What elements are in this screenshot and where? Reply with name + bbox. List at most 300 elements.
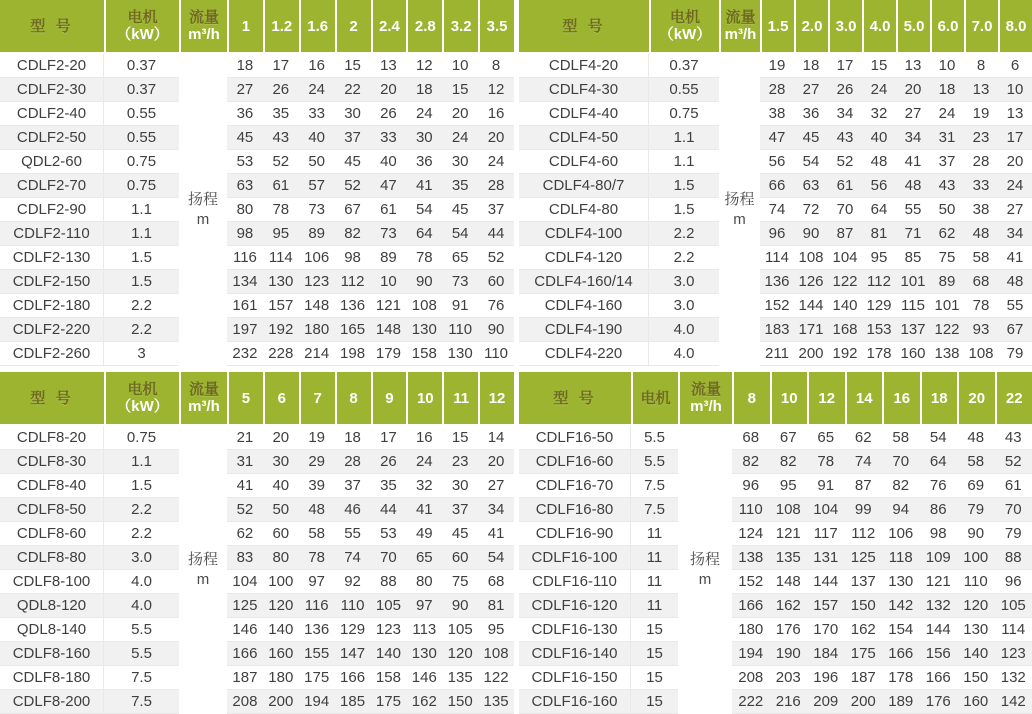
head-value-cell: 69 [957,474,995,498]
head-value-cell: 137 [896,318,930,342]
flow-unit-label: m³/h [181,398,227,415]
head-value-cell: 61 [828,174,862,198]
head-value-cell: 36 [406,150,442,174]
head-value-cell: 33 [964,174,998,198]
head-value-cell: 34 [478,498,514,522]
head-value-cell: 121 [770,522,808,546]
head-value-cell: 24 [930,102,964,126]
head-value-cell: 75 [930,246,964,270]
model-cell: QDL2-60 [0,150,104,174]
head-value-cell: 48 [998,270,1032,294]
head-value-cell: 24 [862,78,896,102]
head-value-cell: 74 [760,198,794,222]
head-value-cell: 37 [930,150,964,174]
header-row [0,0,514,54]
head-value-cell: 32 [406,474,442,498]
head-value-cell: 132 [995,666,1032,690]
power-cell: 3.0 [649,294,719,318]
col-header-flow-9: 9 [371,372,407,426]
head-value-cell: 178 [882,666,920,690]
head-value-cell: 148 [770,570,808,594]
pump-table-cdlf2 [0,0,514,366]
head-value-cell: 166 [920,666,958,690]
table-row [519,318,1032,342]
head-value-cell: 64 [920,450,958,474]
col-header-flow-14: 14 [845,372,883,426]
head-value-cell: 171 [794,318,828,342]
head-value-cell: 24 [299,78,335,102]
head-value-cell: 160 [896,342,930,366]
table-row [0,318,514,342]
power-cell: 7.5 [104,666,179,690]
head-value-cell: 35 [371,474,407,498]
motor-kw-label: （kW） [106,26,179,43]
head-value-cell: 95 [862,246,896,270]
power-cell: 2.2 [104,318,179,342]
col-header-model [0,372,104,426]
head-value-cell: 22 [335,78,371,102]
power-cell: 0.55 [104,126,179,150]
model-cell: CDLF4-160/14 [519,270,649,294]
head-value-cell: 13 [371,54,407,78]
head-value-cell: 78 [807,450,845,474]
power-cell: 0.75 [104,174,179,198]
head-value-cell: 62 [930,222,964,246]
model-cell: CDLF2-30 [0,78,104,102]
head-value-cell: 116 [299,594,335,618]
head-value-cell: 88 [995,546,1032,570]
head-value-cell: 196 [807,666,845,690]
table-row [0,642,514,666]
head-value-cell: 121 [371,294,407,318]
head-value-cell: 78 [299,546,335,570]
head-value-cell: 108 [478,642,514,666]
head-value-cell: 129 [335,618,371,642]
power-cell: 1.5 [104,246,179,270]
table-row [0,690,514,714]
head-value-cell: 135 [442,666,478,690]
head-value-cell: 48 [964,222,998,246]
model-cell: CDLF2-90 [0,198,104,222]
head-value-cell: 53 [227,150,263,174]
head-unit: m [680,570,730,590]
col-header-flow-8.0: 8.0 [998,0,1032,54]
power-cell: 11 [631,570,678,594]
head-value-cell: 126 [794,270,828,294]
head-value-cell: 46 [335,498,371,522]
head-value-cell: 78 [964,294,998,318]
head-value-cell: 79 [957,498,995,522]
motor-header-label: 电机 [651,9,719,26]
head-value-cell: 24 [442,126,478,150]
head-value-cell: 38 [964,198,998,222]
head-value-cell: 88 [371,570,407,594]
head-value-cell: 189 [882,690,920,714]
model-cell: CDLF4-120 [519,246,649,270]
head-value-cell: 12 [406,54,442,78]
col-header-flow-3.2: 3.2 [442,0,478,54]
head-value-cell: 52 [828,150,862,174]
head-value-cell: 142 [995,690,1032,714]
head-value-cell: 28 [335,450,371,474]
head-value-cell: 125 [845,546,883,570]
head-value-cell: 132 [920,594,958,618]
model-cell: CDLF2-70 [0,174,104,198]
head-unit-cell [678,426,732,714]
power-cell: 1.5 [104,270,179,294]
head-value-cell: 12 [478,78,514,102]
head-value-cell: 135 [478,690,514,714]
power-cell: 11 [631,522,678,546]
col-header-motor [104,0,179,54]
head-value-cell: 176 [770,618,808,642]
head-value-cell: 40 [862,126,896,150]
model-cell: CDLF2-180 [0,294,104,318]
head-value-cell: 18 [406,78,442,102]
head-value-cell: 60 [263,522,299,546]
head-value-cell: 130 [406,318,442,342]
head-value-cell: 123 [299,270,335,294]
head-value-cell: 52 [227,498,263,522]
head-value-cell: 166 [882,642,920,666]
power-cell: 2.2 [104,522,179,546]
table-row [0,78,514,102]
head-value-cell: 76 [920,474,958,498]
table-row [0,198,514,222]
head-label: 扬程 [721,190,758,210]
col-header-flow [179,372,227,426]
model-cell: CDLF8-40 [0,474,104,498]
power-cell: 0.75 [649,102,719,126]
table-row [0,222,514,246]
head-value-cell: 122 [828,270,862,294]
model-header-label: 型 号 [519,390,631,407]
motor-kw-label: （kW） [651,26,719,43]
head-value-cell: 154 [882,618,920,642]
model-cell: CDLF2-130 [0,246,104,270]
head-value-cell: 28 [760,78,794,102]
model-cell: CDLF4-60 [519,150,649,174]
head-value-cell: 13 [964,78,998,102]
head-value-cell: 58 [882,426,920,450]
head-value-cell: 90 [794,222,828,246]
head-value-cell: 43 [263,126,299,150]
header-row [519,372,1032,426]
head-value-cell: 17 [371,426,407,450]
head-value-cell: 122 [930,318,964,342]
head-value-cell: 79 [995,522,1032,546]
head-value-cell: 147 [335,642,371,666]
table-row [519,546,1032,570]
head-value-cell: 130 [406,642,442,666]
model-cell: CDLF16-130 [519,618,631,642]
head-value-cell: 136 [760,270,794,294]
head-value-cell: 99 [845,498,883,522]
head-value-cell: 208 [227,690,263,714]
head-value-cell: 33 [299,102,335,126]
head-value-cell: 35 [442,174,478,198]
head-value-cell: 140 [263,618,299,642]
power-cell: 3.0 [104,546,179,570]
head-value-cell: 45 [442,198,478,222]
head-unit-cell [719,54,760,366]
table-row [0,270,514,294]
head-value-cell: 17 [263,54,299,78]
head-value-cell: 95 [478,618,514,642]
head-value-cell: 104 [807,498,845,522]
motor-kw-label: （kW） [106,398,179,415]
head-value-cell: 74 [845,450,883,474]
head-value-cell: 131 [807,546,845,570]
col-header-flow-1: 1 [227,0,263,54]
head-value-cell: 98 [920,522,958,546]
head-value-cell: 56 [760,150,794,174]
head-value-cell: 176 [920,690,958,714]
head-value-cell: 44 [371,498,407,522]
col-header-flow-1.2: 1.2 [263,0,299,54]
head-value-cell: 146 [227,618,263,642]
table-row [519,618,1032,642]
model-cell: CDLF4-80/7 [519,174,649,198]
head-value-cell: 56 [862,174,896,198]
model-cell: CDLF4-40 [519,102,649,126]
head-value-cell: 108 [406,294,442,318]
head-value-cell: 97 [299,570,335,594]
flow-unit-label: m³/h [680,398,732,415]
head-value-cell: 91 [807,474,845,498]
head-value-cell: 20 [998,150,1032,174]
head-value-cell: 192 [828,342,862,366]
head-value-cell: 43 [930,174,964,198]
head-value-cell: 222 [732,690,770,714]
head-value-cell: 48 [957,426,995,450]
head-value-cell: 30 [406,126,442,150]
flow-unit-label: m³/h [181,26,227,43]
head-value-cell: 47 [371,174,407,198]
head-value-cell: 86 [920,498,958,522]
head-value-cell: 73 [442,270,478,294]
head-unit: m [181,570,225,590]
head-value-cell: 157 [263,294,299,318]
head-value-cell: 10 [998,78,1032,102]
col-header-flow-4.0: 4.0 [862,0,896,54]
col-header-flow [179,0,227,54]
head-value-cell: 136 [299,618,335,642]
head-value-cell: 166 [732,594,770,618]
head-value-cell: 50 [263,498,299,522]
table-row [519,570,1032,594]
head-value-cell: 17 [828,54,862,78]
table-row [0,618,514,642]
head-value-cell: 20 [263,426,299,450]
head-value-cell: 175 [845,642,883,666]
head-value-cell: 190 [770,642,808,666]
head-value-cell: 158 [406,342,442,366]
head-value-cell: 45 [442,522,478,546]
head-value-cell: 180 [263,666,299,690]
head-value-cell: 16 [299,54,335,78]
power-cell: 7.5 [631,474,678,498]
table-row [519,642,1032,666]
head-value-cell: 82 [770,450,808,474]
model-cell: CDLF8-100 [0,570,104,594]
head-value-cell: 123 [371,618,407,642]
flow-header-label: 流量 [181,381,227,398]
head-value-cell: 117 [807,522,845,546]
head-value-cell: 54 [920,426,958,450]
head-value-cell: 155 [299,642,335,666]
col-header-flow-8: 8 [335,372,371,426]
head-label: 扬程 [181,550,225,570]
model-header-label: 型 号 [0,18,104,35]
head-value-cell: 67 [770,426,808,450]
head-value-cell: 40 [263,474,299,498]
head-value-cell: 184 [807,642,845,666]
head-value-cell: 192 [263,318,299,342]
head-value-cell: 232 [227,342,263,366]
model-cell: CDLF16-150 [519,666,631,690]
power-cell: 5.5 [104,618,179,642]
head-value-cell: 52 [263,150,299,174]
head-value-cell: 110 [442,318,478,342]
head-value-cell: 203 [770,666,808,690]
col-header-flow-5: 5 [227,372,263,426]
power-cell: 3 [104,342,179,366]
head-value-cell: 108 [794,246,828,270]
model-cell: CDLF16-160 [519,690,631,714]
head-value-cell: 26 [371,102,407,126]
table-row [0,174,514,198]
head-value-cell: 30 [263,450,299,474]
motor-header-label: 电机 [106,381,179,398]
head-value-cell: 166 [335,666,371,690]
head-value-cell: 61 [371,198,407,222]
power-cell: 2.2 [649,246,719,270]
head-value-cell: 110 [732,498,770,522]
power-cell: 15 [631,642,678,666]
head-value-cell: 98 [335,246,371,270]
table-row [519,270,1032,294]
head-value-cell: 68 [478,570,514,594]
head-value-cell: 106 [299,246,335,270]
head-value-cell: 70 [371,546,407,570]
head-value-cell: 15 [442,78,478,102]
model-header-label: 型 号 [519,18,649,35]
head-value-cell: 156 [920,642,958,666]
model-cell: CDLF2-220 [0,318,104,342]
power-cell: 0.75 [104,150,179,174]
head-value-cell: 90 [478,318,514,342]
head-value-cell: 26 [828,78,862,102]
power-cell: 15 [631,666,678,690]
head-value-cell: 35 [263,102,299,126]
head-value-cell: 43 [828,126,862,150]
power-cell: 7.5 [631,498,678,522]
head-value-cell: 63 [227,174,263,198]
head-value-cell: 197 [227,318,263,342]
head-value-cell: 20 [442,102,478,126]
head-value-cell: 14 [478,426,514,450]
model-cell: CDLF16-90 [519,522,631,546]
head-value-cell: 121 [920,570,958,594]
head-value-cell: 152 [732,570,770,594]
col-header-flow-10: 10 [770,372,808,426]
head-value-cell: 148 [371,318,407,342]
col-header-flow-3.0: 3.0 [828,0,862,54]
head-value-cell: 89 [930,270,964,294]
head-value-cell: 50 [930,198,964,222]
col-header-flow-2.4: 2.4 [371,0,407,54]
head-value-cell: 44 [478,222,514,246]
head-value-cell: 73 [371,222,407,246]
head-value-cell: 105 [995,594,1032,618]
head-value-cell: 41 [896,150,930,174]
head-value-cell: 100 [263,570,299,594]
head-value-cell: 34 [998,222,1032,246]
head-value-cell: 82 [335,222,371,246]
table-row [0,522,514,546]
head-value-cell: 152 [760,294,794,318]
col-header-motor [104,372,179,426]
head-value-cell: 200 [845,690,883,714]
head-value-cell: 47 [760,126,794,150]
head-value-cell: 81 [478,594,514,618]
head-value-cell: 120 [957,594,995,618]
model-cell: CDLF2-40 [0,102,104,126]
col-header-flow-1.6: 1.6 [299,0,335,54]
head-value-cell: 65 [406,546,442,570]
head-value-cell: 30 [335,102,371,126]
head-value-cell: 106 [882,522,920,546]
model-cell: CDLF16-100 [519,546,631,570]
head-label: 扬程 [680,550,730,570]
pump-table-cdlf4 [519,0,1032,366]
head-value-cell: 55 [335,522,371,546]
model-cell: CDLF16-110 [519,570,631,594]
header-row [0,372,514,426]
table-row [519,294,1032,318]
head-value-cell: 40 [371,150,407,174]
head-value-cell: 18 [335,426,371,450]
model-cell: CDLF4-160 [519,294,649,318]
head-value-cell: 71 [896,222,930,246]
model-cell: CDLF16-70 [519,474,631,498]
head-value-cell: 20 [371,78,407,102]
model-cell: CDLF4-220 [519,342,649,366]
head-value-cell: 54 [406,198,442,222]
model-cell: CDLF2-260 [0,342,104,366]
head-value-cell: 58 [964,246,998,270]
head-value-cell: 8 [478,54,514,78]
head-value-cell: 70 [882,450,920,474]
head-value-cell: 89 [299,222,335,246]
head-value-cell: 80 [406,570,442,594]
head-value-cell: 37 [442,498,478,522]
head-value-cell: 39 [299,474,335,498]
power-cell: 1.1 [104,222,179,246]
table-row [519,474,1032,498]
head-unit-cell [179,54,227,366]
head-value-cell: 96 [732,474,770,498]
head-value-cell: 65 [807,426,845,450]
head-value-cell: 28 [964,150,998,174]
head-value-cell: 50 [299,150,335,174]
col-header-flow [719,0,760,54]
head-value-cell: 10 [371,270,407,294]
head-value-cell: 101 [930,294,964,318]
model-cell: CDLF8-30 [0,450,104,474]
head-value-cell: 96 [995,570,1032,594]
